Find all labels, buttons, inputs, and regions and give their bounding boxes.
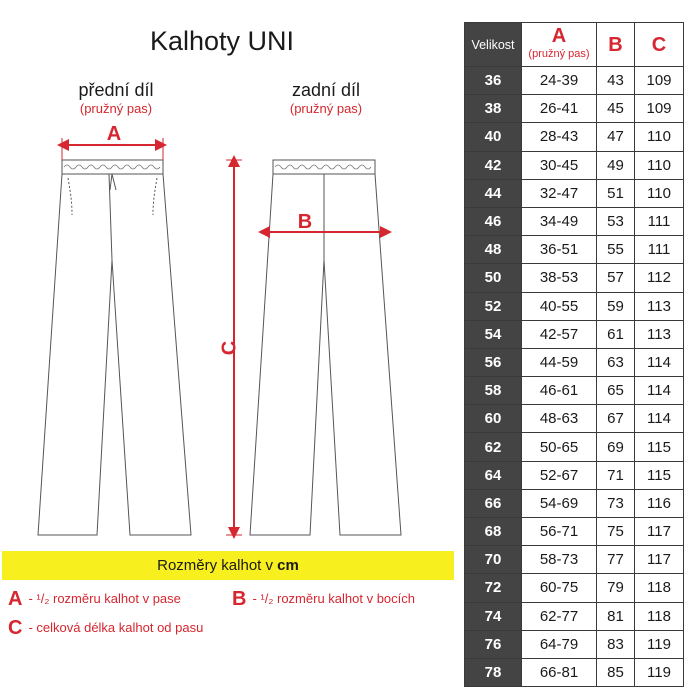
back-piece-label: zadní díl (291, 80, 361, 100)
header-a-sub: (pružný pas) (528, 47, 590, 60)
c-cell: 110 (635, 151, 684, 179)
legend-a-text: - ¹/₂ rozměru kalhot v pase (28, 591, 181, 606)
table-row (465, 574, 684, 602)
c-cell: 111 (635, 236, 684, 264)
c-cell: 115 (635, 433, 684, 461)
c-cell: 114 (635, 377, 684, 405)
size-cell: 64 (465, 461, 522, 489)
size-cell: 44 (465, 179, 522, 207)
c-cell: 117 (635, 518, 684, 546)
legend-a (8, 588, 181, 611)
b-cell: 77 (597, 546, 635, 574)
header-a (522, 23, 597, 67)
header-a-letter: A (551, 24, 567, 47)
a-cell: 26-41 (522, 95, 597, 123)
size-cell: 54 (465, 320, 522, 348)
c-cell: 113 (635, 292, 684, 320)
a-cell: 44-59 (522, 348, 597, 376)
legend-b-key: B (232, 588, 247, 610)
table-row (465, 433, 684, 461)
header-c: C (635, 23, 684, 67)
size-cell: 36 (465, 67, 522, 95)
size-table-body (465, 67, 684, 687)
c-cell: 114 (635, 348, 684, 376)
legend-a-key: A (8, 588, 23, 610)
a-cell: 38-53 (522, 264, 597, 292)
size-cell: 62 (465, 433, 522, 461)
table-row (465, 264, 684, 292)
b-cell: 67 (597, 405, 635, 433)
table-row (465, 377, 684, 405)
size-cell: 76 (465, 630, 522, 658)
legend-c (8, 617, 203, 640)
c-cell: 119 (635, 630, 684, 658)
size-cell: 66 (465, 489, 522, 517)
size-cell: 58 (465, 377, 522, 405)
a-cell: 40-55 (522, 292, 597, 320)
b-cell: 63 (597, 348, 635, 376)
b-cell: 51 (597, 179, 635, 207)
front-piece-sublabel: (pružný pas) (79, 101, 153, 116)
a-cell: 64-79 (522, 630, 597, 658)
table-row (465, 207, 684, 235)
a-cell: 24-39 (522, 67, 597, 95)
table-row (465, 489, 684, 517)
c-cell: 110 (635, 123, 684, 151)
front-piece-label: přední díl (78, 80, 154, 100)
a-cell: 42-57 (522, 320, 597, 348)
table-row (465, 95, 684, 123)
a-cell: 52-67 (522, 461, 597, 489)
a-cell: 46-61 (522, 377, 597, 405)
c-cell: 118 (635, 574, 684, 602)
table-row (465, 236, 684, 264)
b-cell: 85 (597, 658, 635, 686)
b-cell: 57 (597, 264, 635, 292)
table-row (465, 461, 684, 489)
a-cell: 60-75 (522, 574, 597, 602)
c-cell: 109 (635, 67, 684, 95)
table-row (465, 348, 684, 376)
table-row (465, 658, 684, 686)
b-cell: 43 (597, 67, 635, 95)
size-cell: 60 (465, 405, 522, 433)
a-cell: 34-49 (522, 207, 597, 235)
measure-a-label: A (106, 123, 122, 145)
b-cell: 75 (597, 518, 635, 546)
header-b: B (597, 23, 635, 67)
size-cell: 46 (465, 207, 522, 235)
c-cell: 113 (635, 320, 684, 348)
table-row (465, 405, 684, 433)
c-cell: 119 (635, 658, 684, 686)
a-cell: 48-63 (522, 405, 597, 433)
measure-c-label: C (218, 340, 241, 356)
b-cell: 61 (597, 320, 635, 348)
size-cell: 50 (465, 264, 522, 292)
header-size: Velikost (465, 23, 522, 67)
size-cell: 68 (465, 518, 522, 546)
a-cell: 58-73 (522, 546, 597, 574)
b-cell: 47 (597, 123, 635, 151)
table-row (465, 151, 684, 179)
table-row (465, 67, 684, 95)
b-cell: 79 (597, 574, 635, 602)
c-cell: 115 (635, 461, 684, 489)
c-cell: 117 (635, 546, 684, 574)
a-cell: 30-45 (522, 151, 597, 179)
table-row (465, 546, 684, 574)
b-cell: 49 (597, 151, 635, 179)
legend-c-text: - celková délka kalhot od pasu (28, 620, 204, 635)
c-cell: 112 (635, 264, 684, 292)
b-cell: 83 (597, 630, 635, 658)
a-cell: 50-65 (522, 433, 597, 461)
page-title: Kalhoty UNI (149, 26, 295, 56)
c-cell: 109 (635, 95, 684, 123)
measure-b-label: B (297, 211, 313, 233)
units-banner (2, 551, 454, 580)
table-row (465, 602, 684, 630)
table-row (465, 320, 684, 348)
b-cell: 45 (597, 95, 635, 123)
back-piece-sublabel: (pružný pas) (289, 101, 363, 116)
legend-b (232, 588, 415, 611)
front-pants-outline (38, 160, 191, 535)
b-cell: 69 (597, 433, 635, 461)
b-cell: 81 (597, 602, 635, 630)
b-cell: 55 (597, 236, 635, 264)
size-cell: 72 (465, 574, 522, 602)
units-banner-unit: cm (277, 557, 299, 574)
size-cell: 42 (465, 151, 522, 179)
a-cell: 62-77 (522, 602, 597, 630)
legend-c-key: C (8, 617, 23, 639)
size-cell: 38 (465, 95, 522, 123)
size-cell: 52 (465, 292, 522, 320)
table-row (465, 292, 684, 320)
back-pants-outline (250, 160, 401, 535)
table-row (465, 630, 684, 658)
size-cell: 74 (465, 602, 522, 630)
a-cell: 28-43 (522, 123, 597, 151)
size-cell: 78 (465, 658, 522, 686)
size-cell: 70 (465, 546, 522, 574)
b-cell: 65 (597, 377, 635, 405)
table-row (465, 179, 684, 207)
size-cell: 56 (465, 348, 522, 376)
c-cell: 118 (635, 602, 684, 630)
a-cell: 66-81 (522, 658, 597, 686)
pants-diagram (0, 110, 460, 550)
a-cell: 32-47 (522, 179, 597, 207)
legend-b-text: - ¹/₂ rozměru kalhot v bocích (252, 591, 415, 606)
size-cell: 48 (465, 236, 522, 264)
size-table (464, 22, 684, 687)
table-row (465, 518, 684, 546)
c-cell: 111 (635, 207, 684, 235)
a-cell: 36-51 (522, 236, 597, 264)
b-cell: 59 (597, 292, 635, 320)
b-cell: 53 (597, 207, 635, 235)
c-cell: 114 (635, 405, 684, 433)
size-cell: 40 (465, 123, 522, 151)
table-row (465, 123, 684, 151)
b-cell: 73 (597, 489, 635, 517)
size-table-header (465, 23, 684, 67)
c-cell: 116 (635, 489, 684, 517)
a-cell: 56-71 (522, 518, 597, 546)
a-cell: 54-69 (522, 489, 597, 517)
b-cell: 71 (597, 461, 635, 489)
units-banner-text: Rozměry kalhot v (157, 557, 278, 574)
c-cell: 110 (635, 179, 684, 207)
